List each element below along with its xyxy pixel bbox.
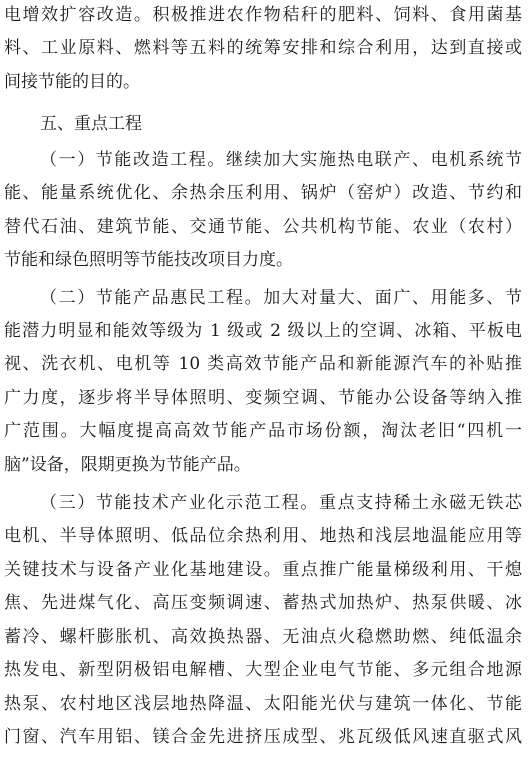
paragraph-line: 电机、半导体照明、低品位余热利用、地热和浅层地温能应用等 bbox=[4, 526, 522, 546]
section-heading: 五、重点工程 bbox=[40, 114, 142, 134]
paragraph-line: 焦、先进煤气化、高压变频调速、蓄热式加热炉、热泵供暖、冰 bbox=[4, 593, 522, 613]
paragraph-line: 关键技术与设备产业化基地建设。重点推广能量梯级利用、干熄 bbox=[4, 560, 522, 580]
paragraph-line: 电增效扩容改造。积极推进农作物秸秆的肥料、饲料、食用菌基 bbox=[4, 5, 522, 25]
paragraph-line: 能、能量系统优化、余热余压利用、锅炉（窑炉）改造、节约和 bbox=[4, 183, 522, 203]
paragraph-line: 间接节能的目的。 bbox=[4, 72, 140, 92]
paragraph-line: 节能和绿色照明等节能技改项目力度。 bbox=[4, 250, 293, 270]
paragraph-line: 广范围。大幅度提高高效节能产品市场份额，淘汰老旧“四机一 bbox=[4, 421, 522, 441]
paragraph-line: 热发电、新型阴极铝电解槽、大型企业电气节能、多元组合地源 bbox=[4, 660, 522, 680]
paragraph-line: 替代石油、建筑节能、交通节能、公共机构节能、农业（农村） bbox=[4, 217, 522, 237]
paragraph-line: 脑”设备，限期更换为节能产品。 bbox=[4, 455, 251, 475]
paragraph-line: （一）节能改造工程。继续加大实施热电联产、电机系统节 bbox=[40, 150, 522, 170]
paragraph-line: 门窗、汽车用铝、镁合金先进挤压成型、兆瓦级低风速直驱式风 bbox=[4, 727, 522, 747]
paragraph-line: 蓄冷、螺杆膨胀机、高效换热器、无油点火稳燃助燃、纯低温余 bbox=[4, 627, 522, 647]
paragraph-line: 广力度，逐步将半导体照明、变频空调、节能办公设备等纳入推 bbox=[4, 388, 522, 408]
paragraph-line: 能潜力明显和能效等级为 1 级或 2 级以上的空调、冰箱、平板电 bbox=[4, 321, 522, 341]
paragraph-line: 热泵、农村地区浅层地热降温、太阳能光伏与建筑一体化、节能 bbox=[4, 694, 522, 714]
paragraph-line: 料、工业原料、燃料等五料的统筹安排和综合利用，达到直接或 bbox=[4, 38, 522, 58]
paragraph-line: 视、洗衣机、电机等 10 类高效节能产品和新能源汽车的补贴推 bbox=[4, 354, 522, 374]
paragraph-line: （二）节能产品惠民工程。加大对量大、面广、用能多、节 bbox=[40, 288, 522, 308]
paragraph-line: （三）节能技术产业化示范工程。重点支持稀土永磁无铁芯 bbox=[40, 493, 522, 513]
